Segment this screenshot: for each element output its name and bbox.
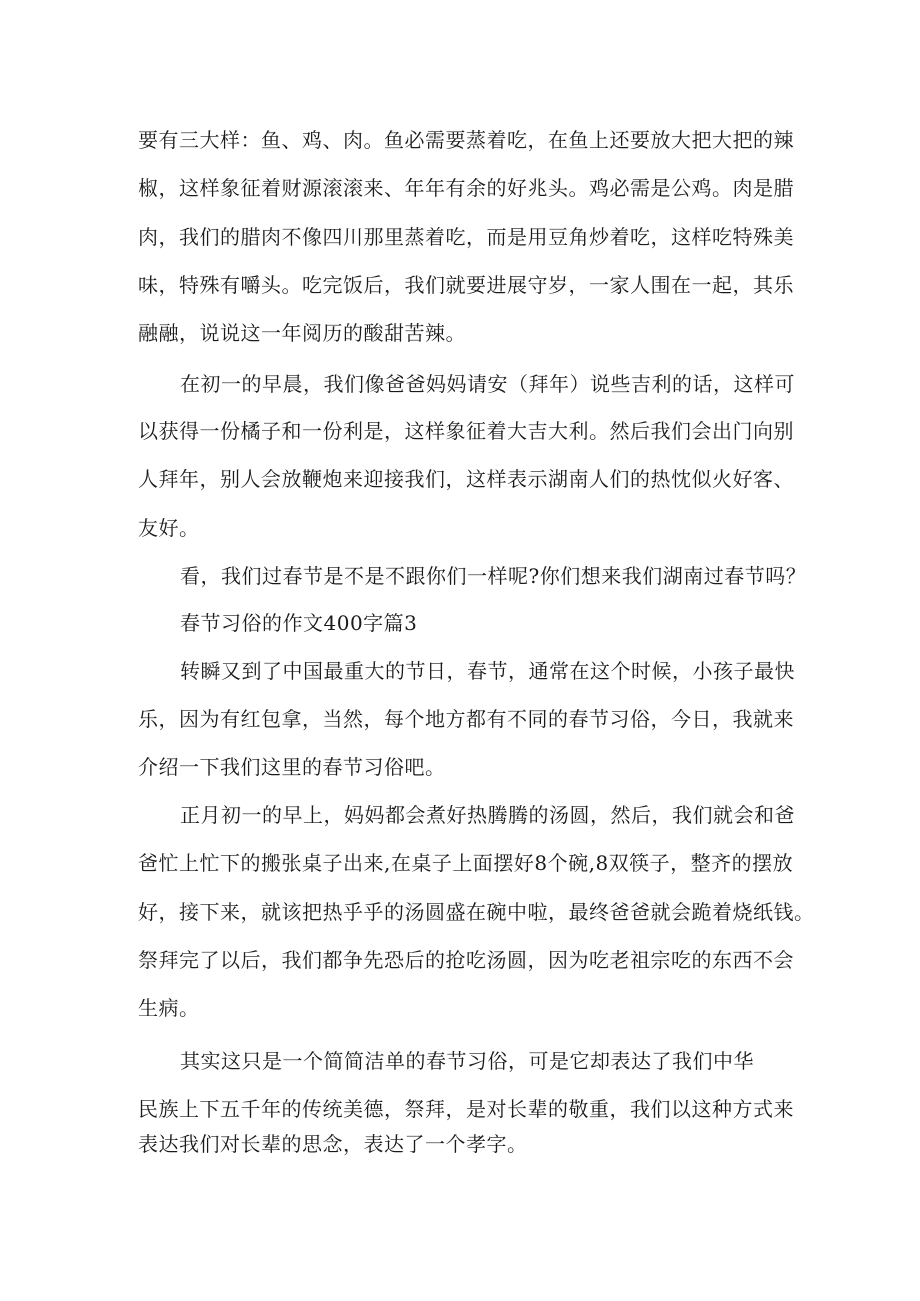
text-line: 生病。 (138, 996, 200, 1020)
text-line: 肉，我们的腊肉不像四川那里蒸着吃，而是用豆角炒着吃，这样吃特殊美 (138, 225, 794, 249)
text-line: 乐，因为有红包拿，当然，每个地方都有不同的春节习俗，今日，我就来 (138, 707, 794, 731)
text-line: 其实这只是一个简简洁单的春节习俗，可是它却表达了我们中华 (180, 1049, 754, 1073)
text-line: 看，我们过春节是不是不跟你们一样呢?你们想来我们湖南过春节吗？ (180, 564, 807, 588)
text-line: 好，接下来，就该把热乎乎的汤圆盛在碗中啦，最终爸爸就会跪着烧纸钱。 (138, 900, 815, 924)
text-line: 融融，说说这一年阅历的酸甜苦辣。 (138, 321, 466, 345)
text-line: 以获得一份橘子和一份利是，这样象征着大吉大利。然后我们会出门向别 (138, 419, 794, 443)
text-line: 表达我们对长辈的思念，表达了一个孝字。 (138, 1132, 528, 1156)
text-line: 介绍一下我们这里的春节习俗吧。 (138, 755, 446, 779)
text-line: 味，特殊有嚼头。吃完饭后，我们就要进展守岁，一家人围在一起，其乐 (138, 273, 794, 297)
text-line: 友好。 (138, 516, 200, 540)
text-line: 要有三大样：鱼、鸡、肉。鱼必需要蒸着吃，在鱼上还要放大把大把的辣 (138, 128, 794, 152)
section-heading: 春节习俗的作文400字篇3 (180, 611, 418, 635)
text-line: 爸忙上忙下的搬张桌子出来,在桌子上面摆好8个碗,8双筷子，整齐的摆放 (138, 851, 794, 875)
text-line: 转瞬又到了中国最重大的节日，春节，通常在这个时候，小孩子最快 (180, 659, 795, 683)
text-line: 人拜年，别人会放鞭炮来迎接我们，这样表示湖南人们的热忱似火好客、 (138, 467, 794, 491)
text-line: 祭拜完了以后，我们都争先恐后的抢吃汤圆，因为吃老祖宗吃的东西不会 (138, 948, 794, 972)
text-line: 民族上下五千年的传统美德，祭拜，是对长辈的敬重，我们以这种方式来 (138, 1097, 794, 1121)
text-line: 椒，这样象征着财源滚滚来、年年有余的好兆头。鸡必需是公鸡。肉是腊 (138, 176, 794, 200)
text-line: 在初一的早晨，我们像爸爸妈妈请安（拜年）说些吉利的话，这样可 (180, 372, 795, 396)
text-line: 正月初一的早上，妈妈都会煮好热腾腾的汤圆，然后，我们就会和爸 (180, 803, 795, 827)
